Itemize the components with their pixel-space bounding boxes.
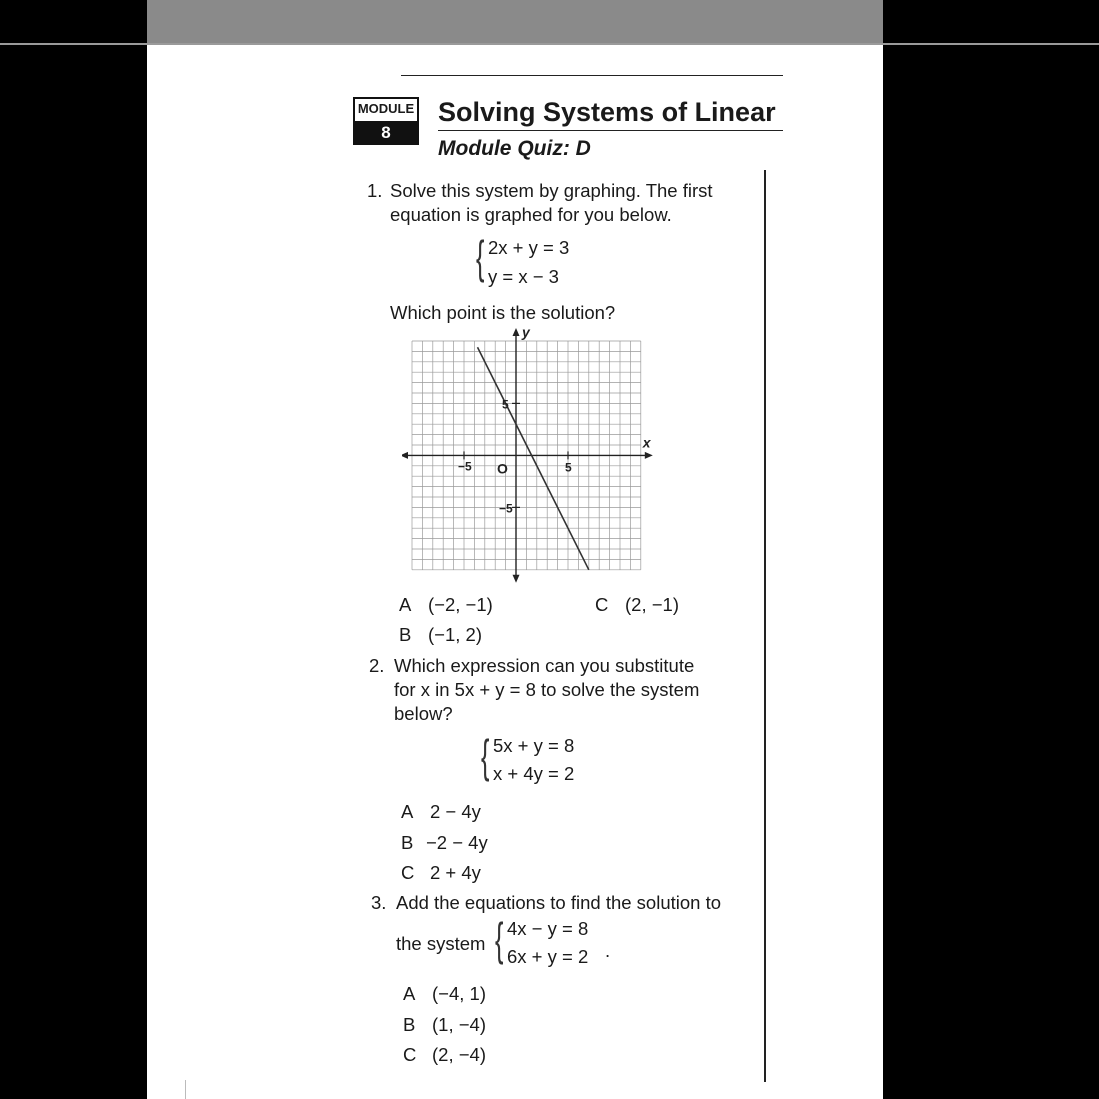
q2-option-c-text: 2 + 4y [430, 862, 481, 883]
q2-option-c-letter: C [401, 862, 415, 883]
q2-prompt-line2: for x in 5x + y = 8 to solve the system [394, 679, 700, 700]
q3-option-c-text: (2, −4) [432, 1044, 486, 1065]
q3-system-brace: { [495, 913, 504, 965]
q2-option-b-text: −2 − 4y [426, 832, 488, 853]
page-subtitle: Module Quiz: D [438, 137, 591, 160]
q2-option-a-text: 2 − 4y [430, 801, 481, 822]
y-axis-arrow-down [513, 575, 520, 583]
page-title: Solving Systems of Linear [438, 97, 776, 127]
x-axis-arrow-left [402, 452, 408, 459]
q3-equation-2: 6x + y = 2 [507, 946, 589, 967]
q2-number: 2. [369, 655, 385, 676]
q1-option-a-text: (−2, −1) [428, 594, 493, 615]
column-divider [764, 170, 766, 1082]
q2-option-a-letter: A [401, 801, 414, 822]
q2-system-brace: { [481, 730, 490, 782]
q3-number: 3. [371, 892, 387, 913]
header-top-rule [401, 75, 783, 76]
q3-period: . [605, 940, 611, 961]
q1-option-c-text: (2, −1) [625, 594, 679, 615]
q2-equation-1: 5x + y = 8 [493, 735, 575, 756]
module-badge [353, 97, 419, 145]
q2-option-b-letter: B [401, 832, 414, 853]
q1-option-c-letter: C [595, 594, 609, 615]
q2-equation-2: x + 4y = 2 [493, 763, 575, 784]
x-axis-arrow-right [645, 452, 653, 459]
graph-axes [402, 328, 653, 583]
y-tick-label-5: 5 [502, 397, 509, 412]
q1-option-b-text: (−1, 2) [428, 624, 482, 645]
q3-option-a-letter: A [403, 983, 416, 1004]
q3-prompt-line1: Add the equations to find the solution to [396, 892, 722, 913]
q3-option-c-letter: C [403, 1044, 417, 1065]
x-tick-label-neg5: −5 [458, 459, 472, 474]
q1-followup: Which point is the solution? [390, 302, 616, 323]
q1-prompt-line2: equation is graphed for you below. [390, 204, 672, 225]
origin-label: O [497, 460, 508, 477]
q1-prompt-line1: Solve this system by graphing. The first [390, 180, 713, 201]
y-tick-label-neg5: −5 [499, 501, 513, 516]
worksheet-page [147, 45, 883, 1099]
q3-option-a-text: (−4, 1) [432, 983, 486, 1004]
q3-option-b-letter: B [403, 1014, 416, 1035]
q2-prompt-line1: Which expression can you substitute [394, 655, 695, 676]
q1-system-brace: { [476, 231, 485, 283]
title-underline [438, 130, 783, 131]
q1-equation-2: y = x − 3 [488, 266, 559, 287]
top-gray-bar [147, 0, 883, 43]
q2-prompt-line3: below? [394, 703, 453, 724]
page-edge-line [185, 1080, 186, 1099]
module-word: MODULE [357, 101, 415, 116]
coordinate-graph [402, 326, 672, 586]
module-number: 8 [355, 121, 417, 145]
y-axis-arrow-up [513, 328, 520, 336]
q1-option-b-letter: B [399, 624, 412, 645]
graph-line-2x-plus-y-eq-3 [478, 347, 589, 570]
x-axis-label: x [642, 434, 651, 451]
q1-number: 1. [367, 180, 383, 201]
q1-option-a-letter: A [399, 594, 412, 615]
q1-equation-1: 2x + y = 3 [488, 237, 570, 258]
q3-equation-1: 4x − y = 8 [507, 918, 589, 939]
q3-prompt-lead: the system [396, 933, 486, 954]
q3-option-b-text: (1, −4) [432, 1014, 486, 1035]
x-tick-label-5: 5 [565, 460, 572, 475]
y-axis-label: y [522, 326, 530, 340]
